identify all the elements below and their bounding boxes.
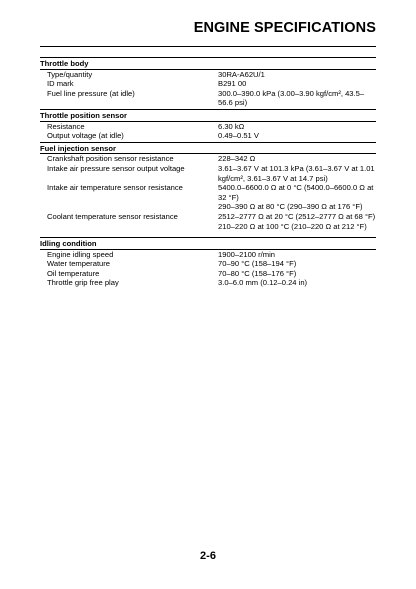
page-number: 2-6: [200, 550, 216, 562]
header-rule: [40, 46, 376, 47]
spec-label: Engine idling speed: [47, 249, 114, 259]
spec-value: [218, 154, 376, 164]
spec-value: [218, 259, 376, 269]
spec-row: [40, 131, 376, 141]
spec-value: [218, 122, 376, 132]
spec-value: [218, 131, 376, 141]
spec-value-line: 2512–2777 Ω at 20 °C (2512–2777 Ω at 68 °F): [218, 211, 376, 221]
spec-value-line: 1900–2100 r/min: [218, 249, 275, 259]
spec-value-line: 6.30 kΩ: [218, 121, 245, 131]
spec-table: [40, 57, 376, 288]
spec-value: [218, 269, 376, 279]
spec-row: [40, 122, 376, 132]
spec-label: Intake air pressure sensor output voltage: [47, 163, 185, 173]
spec-value-line: 32 °F): [218, 192, 239, 202]
section-throttle-position-sensor: [40, 109, 376, 141]
section-title: Throttle body: [40, 58, 376, 70]
spec-value: [218, 79, 376, 89]
spec-row: [40, 212, 376, 231]
spec-row: [40, 154, 376, 164]
spec-value-line: 30RA-A62U/1: [218, 69, 265, 79]
spec-row: [40, 70, 376, 80]
spec-row: [40, 269, 376, 279]
spec-label: ID mark: [47, 79, 74, 89]
section-title: Idling condition: [40, 238, 376, 250]
spec-label: Coolant temperature sensor resistance: [47, 211, 178, 221]
section-idling-condition: [40, 237, 376, 288]
spec-value-line: 300.0–390.0 kPa (3.00–3.90 kgf/cm², 43.5–: [218, 88, 365, 98]
spec-value-line: 0.49–0.51 V: [218, 131, 259, 141]
spec-label: Output voltage (at idle): [47, 131, 124, 141]
spec-row: [40, 164, 376, 183]
spec-row: [40, 79, 376, 89]
spec-value: [218, 212, 376, 231]
spec-value-line: 210–220 Ω at 100 °C (210–220 Ω at 212 °F): [218, 221, 367, 231]
spec-value-line: kgf/cm², 3.61–3.67 V at 14.7 psi): [218, 173, 328, 183]
spec-value-line: 70–80 °C (158–176 °F): [218, 268, 297, 278]
spec-row: [40, 89, 376, 108]
spec-value: [218, 89, 376, 108]
section-fuel-injection-sensor: [40, 142, 376, 231]
spec-value-line: 228–342 Ω: [218, 154, 256, 164]
page-header-title: ENGINE SPECIFICATIONS: [193, 20, 376, 36]
spec-row: [40, 183, 376, 212]
spec-value-line: 3.61–3.67 V at 101.3 kPa (3.61–3.67 V at 1.01: [218, 163, 375, 173]
spec-value: [218, 164, 376, 183]
spec-row: [40, 278, 376, 288]
spec-value-line: B291 00: [218, 79, 247, 89]
spec-value-line: 5400.0–6600.0 Ω at 0 °C (5400.0–6600.0 Ω at: [218, 183, 374, 193]
spec-label: Type/quantity: [47, 69, 93, 79]
spec-label: Throttle grip free play: [47, 278, 119, 288]
spec-value-line: 290–390 Ω at 80 °C (290–390 Ω at 176 °F): [218, 202, 363, 212]
spec-value-line: 70–90 °C (158–194 °F): [218, 259, 297, 269]
section-title: Fuel injection sensor: [40, 143, 376, 155]
spec-label: Intake air temperature sensor resistance: [47, 183, 183, 193]
spec-row: [40, 259, 376, 269]
spec-label: Fuel line pressure (at idle): [47, 88, 135, 98]
spec-label: Crankshaft position sensor resistance: [47, 154, 174, 164]
spec-label: Oil temperature: [47, 268, 100, 278]
spec-value-line: 3.0–6.0 mm (0.12–0.24 in): [218, 278, 308, 288]
spec-row: [40, 250, 376, 260]
spec-label: Resistance: [47, 121, 85, 131]
section-title: Throttle position sensor: [40, 110, 376, 122]
spec-value-line: 56.6 psi): [218, 98, 248, 108]
spec-label: Water temperature: [47, 259, 111, 269]
spec-value: [218, 183, 376, 212]
spec-value: [218, 250, 376, 260]
section-throttle-body: [40, 57, 376, 108]
spec-value: [218, 70, 376, 80]
spec-value: [218, 278, 376, 288]
